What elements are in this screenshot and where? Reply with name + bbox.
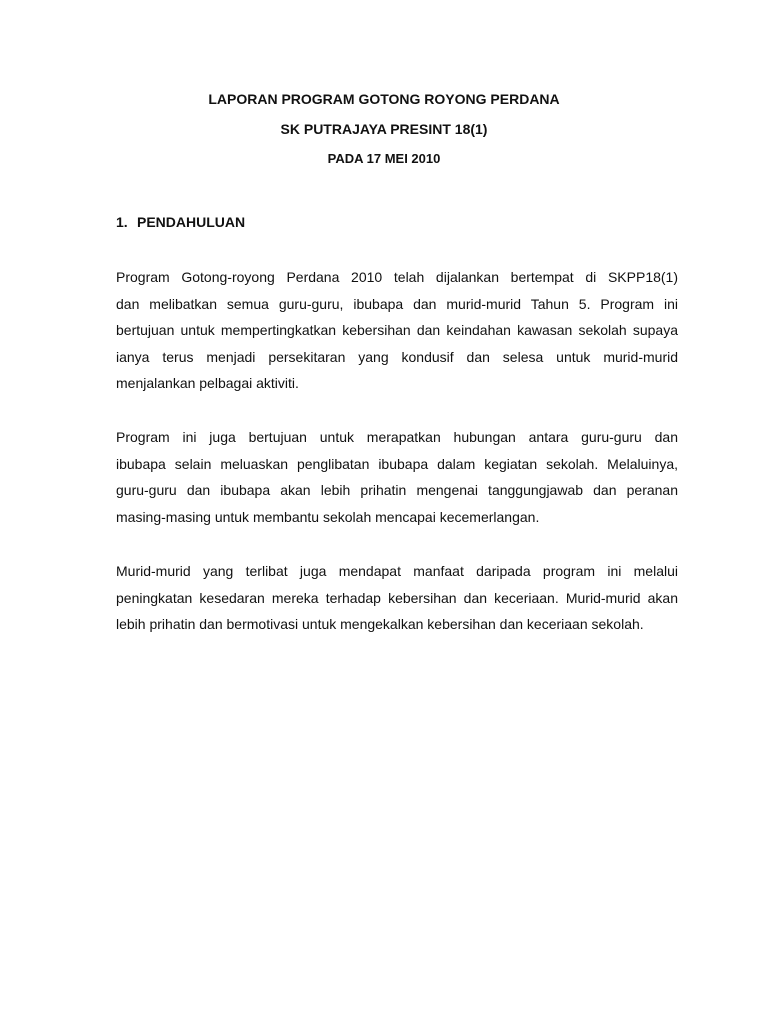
paragraph-line: bertujuan untuk mempertingkatkan kebersihan dan keindahan kawasan sekolah supaya — [116, 322, 678, 338]
paragraph-line-text: Program Gotong-royong Perdana 2010 telah dijalankan bertempat di SKPP18(1) — [116, 269, 678, 285]
paragraph-line — [116, 264, 678, 291]
section-number: 1. — [116, 214, 128, 230]
paragraph-line: Murid-murid yang terlibat juga mendapat manfaat daripada program ini melalui — [116, 563, 678, 579]
school-name: SK PUTRAJAYA PRESINT 18(1) — [280, 121, 488, 137]
paragraph-line: menjalankan pelbagai aktiviti. — [116, 375, 299, 391]
document-title-block — [0, 91, 768, 167]
paragraph-line: Program ini juga bertujuan untuk merapatkan hubungan antara guru-guru dan — [116, 429, 678, 445]
paragraph-line: peningkatan kesedaran mereka terhadap kebersihan dan keceriaan. Murid-murid akan — [116, 589, 678, 606]
paragraph-line: guru-guru dan ibubapa akan lebih prihatin mengenai tanggungjawab dan peranan — [116, 482, 678, 498]
section-title: PENDAHULUAN — [137, 214, 246, 230]
paragraph-line: ibubapa selain meluaskan penglibatan ibubapa dalam kegiatan sekolah. Melaluinya, — [116, 455, 678, 472]
paragraph-objective — [116, 424, 678, 530]
paragraph-line: lebih prihatin dan bermotivasi untuk mengekalkan kebersihan dan keceriaan sekolah. — [116, 616, 644, 632]
paragraph-benefits — [116, 558, 678, 638]
paragraph-line: ianya terus menjadi persekitaran yang kondusif dan selesa untuk murid-murid — [116, 348, 678, 365]
paragraph-introduction — [116, 264, 678, 397]
section-heading — [116, 214, 245, 231]
paragraph-line: masing-masing untuk membantu sekolah mencapai kecemerlangan. — [116, 508, 540, 525]
report-date: PADA 17 MEI 2010 — [327, 151, 441, 166]
report-title: LAPORAN PROGRAM GOTONG ROYONG PERDANA — [208, 91, 560, 107]
paragraph-line: dan melibatkan semua guru-guru, ibubapa dan murid-murid Tahun 5. Program ini — [116, 295, 678, 312]
